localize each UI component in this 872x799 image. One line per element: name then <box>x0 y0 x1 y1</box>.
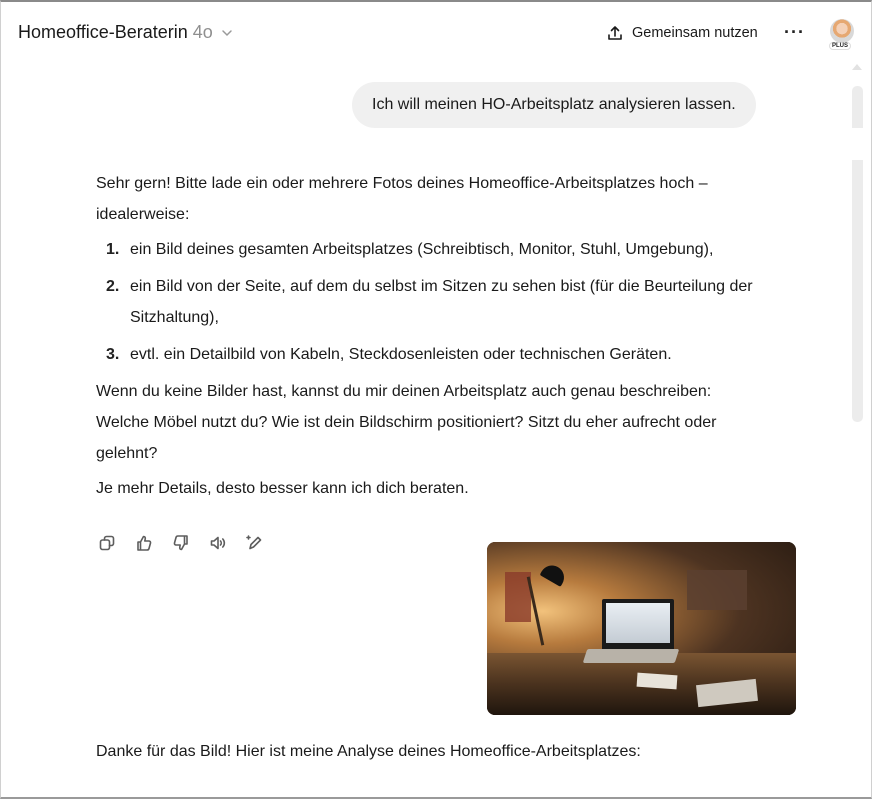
user-message: Ich will meinen HO-Arbeitsplatz analysieren lassen. <box>352 82 756 128</box>
share-button[interactable] <box>606 24 758 42</box>
share-label: Gemeinsam nutzen <box>632 25 758 41</box>
thumbs-down-button[interactable] <box>170 532 192 554</box>
copy-button[interactable] <box>96 532 118 554</box>
scroll-track <box>852 86 863 128</box>
gpt-title: Homeoffice-Beraterin <box>18 22 188 42</box>
message-actions <box>96 532 266 554</box>
assistant-intro: Sehr gern! Bitte lade ein oder mehrere Fotos deines Homeoffice-Arbeitsplatzes hoch – idealerweise: <box>96 175 708 223</box>
share-icon <box>606 24 624 42</box>
read-aloud-icon <box>209 534 227 552</box>
scroll-thumb[interactable] <box>852 160 863 422</box>
uploaded-workspace-photo[interactable] <box>487 542 796 715</box>
thumbs-down-icon <box>172 534 190 552</box>
model-label: 4o <box>192 22 213 42</box>
edit-icon <box>246 534 264 552</box>
profile-menu[interactable] <box>828 19 856 57</box>
list-item: 1. ein Bild deines gesamten Arbeitsplatzes (Schreibtisch, Monitor, Stuhl, Umgebung), <box>106 241 714 258</box>
edit-button[interactable] <box>244 532 266 554</box>
assistant-message <box>96 168 766 508</box>
avatar <box>830 19 854 43</box>
scrollbar[interactable] <box>850 64 864 424</box>
copy-icon <box>98 534 116 552</box>
header <box>0 2 872 60</box>
laptop-graphic <box>602 599 674 651</box>
list-item: 3. evtl. ein Detailbild von Kabeln, Steckdosenleisten oder technischen Geräten. <box>106 346 672 363</box>
chevron-down-icon <box>220 26 234 40</box>
thumbs-up-icon <box>135 534 153 552</box>
assistant-paragraph: Wenn du keine Bilder hast, kannst du mir deinen Arbeitsplatz auch genau beschreiben: Welche Möbel nutzt du? Wie ist dein Bildschirm positioniert? Sitzt du eher aufrecht oder gelehnt? <box>96 383 717 462</box>
photo-list <box>96 234 766 370</box>
list-item: 2. ein Bild von der Seite, auf dem du selbst im Sitzen zu sehen bist (für die Beurteilung der Sitzhaltung), <box>106 278 753 326</box>
more-options-button[interactable]: ··· <box>784 22 805 42</box>
scroll-up-icon[interactable] <box>852 64 862 70</box>
assistant-followup: Danke für das Bild! Hier ist meine Analyse deines Homeoffice-Arbeitsplatzes: <box>96 743 641 760</box>
thumbs-up-button[interactable] <box>133 532 155 554</box>
read-aloud-button[interactable] <box>207 532 229 554</box>
assistant-paragraph: Je mehr Details, desto besser kann ich dich beraten. <box>96 480 469 497</box>
plan-badge: PLUS <box>829 42 851 50</box>
model-selector[interactable] <box>18 22 234 43</box>
